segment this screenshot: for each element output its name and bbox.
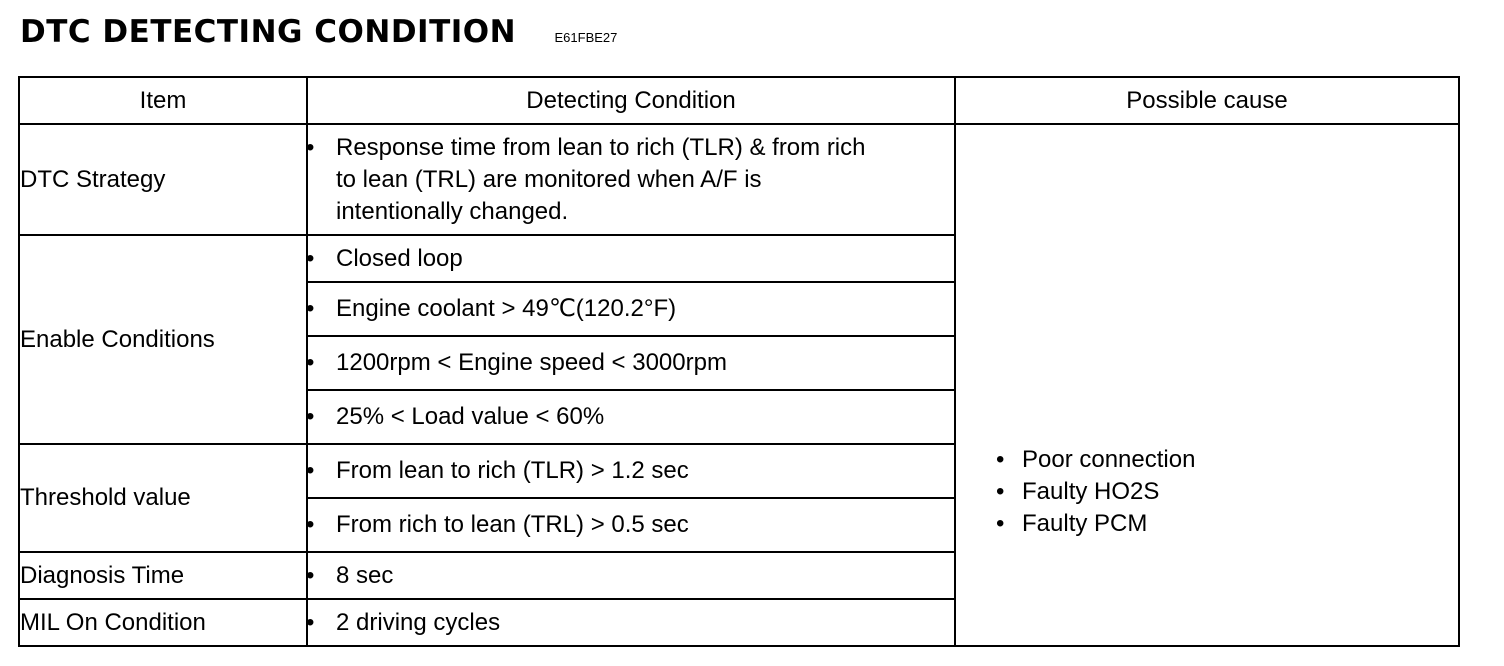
condition-text: From lean to rich (TLR) > 1.2 sec <box>336 457 689 484</box>
item-dtc-strategy: DTC Strategy <box>19 124 307 235</box>
item-enable-conditions: Enable Conditions <box>19 235 307 444</box>
condition-text: 2 driving cycles <box>336 608 501 636</box>
condition-cell: • 1200rpm < Engine speed < 3000rpm <box>307 336 955 390</box>
condition-cell: • Closed loop <box>307 235 955 282</box>
list-item: • Poor connection <box>996 446 1196 473</box>
condition-cell: • Engine coolant > 49℃(120.2°F) <box>307 282 955 336</box>
possible-cause-list <box>996 444 1458 540</box>
list-item: • Faulty PCM <box>996 510 1148 537</box>
condition-cell: • 2 driving cycles <box>307 599 955 646</box>
condition-text: Engine coolant > 49℃(120.2°F) <box>336 295 677 322</box>
page-title: DTC DETECTING CONDITION <box>20 14 517 50</box>
condition-text: 8 sec <box>336 561 394 589</box>
item-diagnosis-time: Diagnosis Time <box>19 552 307 599</box>
table-header-row <box>19 77 1459 124</box>
condition-cell: • 8 sec <box>307 552 955 599</box>
column-header-detecting-condition: Detecting Condition <box>307 77 955 124</box>
list-item: • Faulty HO2S <box>996 478 1160 505</box>
cause-text: Faulty HO2S <box>1022 478 1160 505</box>
condition-text: Closed loop <box>336 244 463 272</box>
item-mil-on-condition: MIL On Condition <box>19 599 307 646</box>
document-code: E61FBE27 <box>554 30 618 45</box>
condition-cell: • From lean to rich (TLR) > 1.2 sec <box>307 444 955 498</box>
possible-cause-cell <box>955 124 1459 646</box>
condition-text: 25% < Load value < 60% <box>336 403 605 430</box>
cause-text: Poor connection <box>1022 446 1196 473</box>
condition-cell: • From rich to lean (TRL) > 0.5 sec <box>307 498 955 552</box>
item-threshold-value: Threshold value <box>19 444 307 552</box>
cause-text: Faulty PCM <box>1022 510 1148 537</box>
column-header-item: Item <box>19 77 307 124</box>
condition-text: From rich to lean (TRL) > 0.5 sec <box>336 511 689 538</box>
condition-text: Response time from lean to rich (TLR) & from rich to lean (TRL) are monitored when A/F is intentionally changed. <box>336 133 866 225</box>
dtc-condition-table <box>18 76 1460 647</box>
condition-text: 1200rpm < Engine speed < 3000rpm <box>336 349 727 376</box>
condition-cell: • 25% < Load value < 60% <box>307 390 955 444</box>
condition-dtc-strategy <box>307 124 955 235</box>
column-header-possible-cause: Possible cause <box>955 77 1459 124</box>
table-row-dtc-strategy <box>19 124 1459 235</box>
page-header <box>20 14 617 54</box>
bullet: • <box>306 133 315 161</box>
